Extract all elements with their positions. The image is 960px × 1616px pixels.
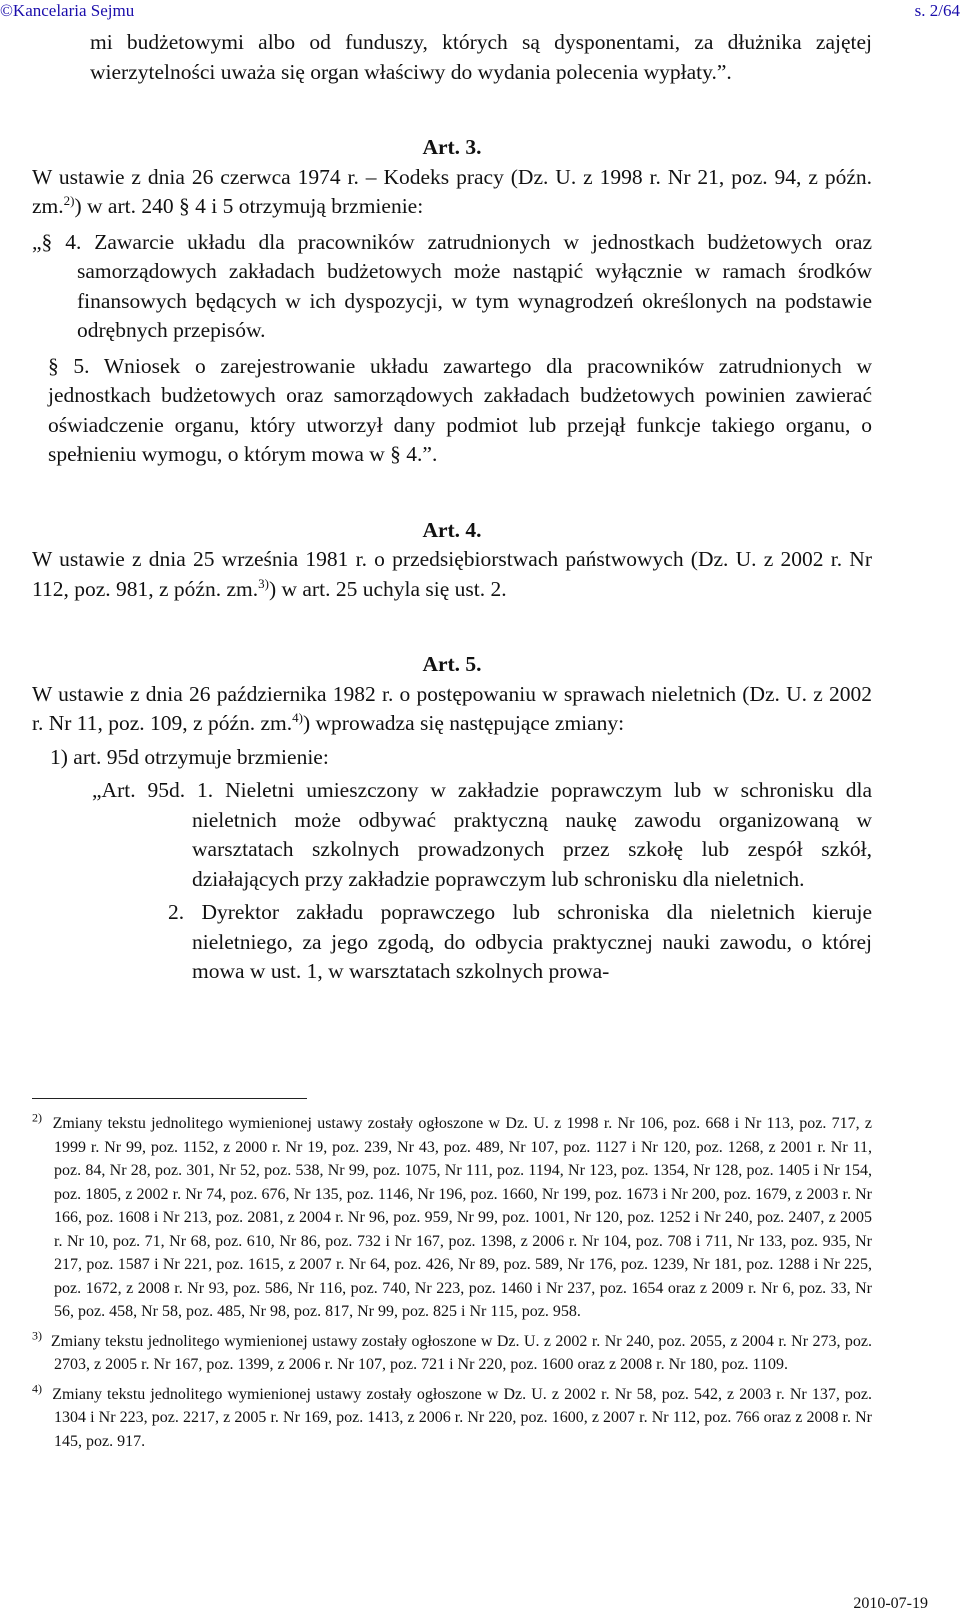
art3-heading: Art. 3. xyxy=(422,135,482,159)
footnotes xyxy=(32,1112,872,1459)
footnote-4 xyxy=(32,1383,872,1454)
art3-paragraph-5-text: § 5. Wniosek o zarejestrowanie układu zawartego dla pracowników zatrudnionych w jednostkach budżetowych oraz samorządowych zakładach budżetowych powinien zawierać oświadczenie organu, który utworzył dany podmiot lub przejął funkcje takiego organu, o spełnieniu wymogu, o którym mowa w § 4.”. xyxy=(48,353,872,466)
art5-lead-tail: ) wprowadza się następujące zmiany: xyxy=(302,711,625,735)
art5-lead xyxy=(32,680,872,739)
art95d-para-1: „Art. 95d. 1. Nieletni umieszczony w zakładzie poprawczym lub w schronisku dla nieletnich może odbywać praktyczną naukę zawodu organizowaną w warsztatach szkolnych prowadzonych przez szkołę lub zespół szkół, działających przy zakładzie poprawczym lub schronisku dla nieletnich. xyxy=(92,778,872,891)
art4-lead-tail: ) w art. 25 uchyla się ust. 2. xyxy=(268,576,507,601)
document-body xyxy=(32,28,872,987)
art5-heading: Art. 5. xyxy=(422,652,482,676)
footnote-3 xyxy=(32,1330,872,1377)
footer-date: 2010-07-19 xyxy=(853,1595,928,1612)
header-copyright-link[interactable]: ©Kancelaria Sejmu xyxy=(0,1,135,20)
footnote-2-text: Zmiany tekstu jednolitego wymienionej ustawy zostały ogłoszone w Dz. U. z 1998 r. Nr 106, poz. 668 i Nr 113, poz. 717, z 1999 r. Nr 99, poz. 1152, z 2000 r. Nr 19, poz. 239, Nr 43, poz. 489, Nr 107, poz. 1127 i Nr 120, poz. 1268, z 2001 r. Nr 11, poz. 84, Nr 28, poz. 301, Nr 52, poz. 538, Nr 99, poz. 1075, Nr 111, poz. 1194, Nr 123, poz. 1354, Nr 128, poz. 1405 i Nr 154, poz. 1805, z 2002 r. Nr 74, poz. 676, Nr 135, poz. 1146, Nr 196, poz. 1660, Nr 199, poz. 1673 i Nr 200, poz. 1679, z 2003 r. Nr 166, poz. 1608 i Nr 213, poz. 2081, z 2004 r. Nr 96, poz. 959, Nr 99, poz. 1001, Nr 120, poz. 1252 i Nr 240, poz. 2407, z 2005 r. Nr 10, poz. 71, Nr 68, poz. 610, Nr 86, poz. 732 i Nr 167, poz. 1398, z 2006 r. Nr 104, poz. 708 i 711, Nr 133, poz. 935, Nr 217, poz. 1587 i Nr 221, poz. 1615, z 2007 r. Nr 64, poz. 426, Nr 89, poz. 589, Nr 176, poz. 1239, Nr 181, poz. 1288 i Nr 225, poz. 1672, z 2008 r. Nr 93, poz. 586, Nr 116, poz. 740, Nr 223, poz. 1460 i Nr 237, poz. 1654 oraz z 2009 r. Nr 6, poz. 33, Nr 56, poz. 458, Nr 58, poz. 485, Nr 98, poz. 817, Nr 99, poz. 825 i Nr 115, poz. 958. xyxy=(52,1115,873,1320)
footnote-3-number: 3) xyxy=(32,1328,42,1343)
header-page-link[interactable]: s. 2/64 xyxy=(914,1,960,20)
footnote-4-number: 4) xyxy=(32,1381,42,1396)
footnote-2-number: 2) xyxy=(32,1110,42,1125)
art5-lead-text: W ustawie z dnia 26 października 1982 r. o postępowaniu w sprawach nieletnich (Dz. U. z 2002 r. Nr 11, poz. 109, z późn. zm. xyxy=(32,681,872,735)
art3-lead xyxy=(32,163,872,222)
footnote-3-text: Zmiany tekstu jednolitego wymienionej ustawy zostały ogłoszone w Dz. U. z 2002 r. Nr 240, poz. 2055, z 2004 r. Nr 273, poz. 2703, z 2005 r. Nr 167, poz. 1399, z 2006 r. Nr 107, poz. 721 i Nr 220, poz. 1600 oraz z 2008 r. Nr 180, poz. 1109. xyxy=(50,1332,873,1373)
art3-paragraph-5 xyxy=(32,352,872,470)
footnote-separator xyxy=(32,1098,307,1099)
art3-lead-text: W ustawie z dnia 26 czerwca 1974 r. – Kodeks pracy (Dz. U. z 1998 r. Nr 21, poz. 94, z późn. zm. xyxy=(32,164,872,218)
art4-lead xyxy=(32,545,872,604)
footnote-4-text: Zmiany tekstu jednolitego wymienionej ustawy zostały ogłoszone w Dz. U. z 2002 r. Nr 58, poz. 542, z 2003 r. Nr 137, poz. 1304 i Nr 223, poz. 2217, z 2005 r. Nr 169, poz. 1413, z 2006 r. Nr 220, poz. 1600, z 2007 r. Nr 112, poz. 766 oraz z 2008 r. Nr 145, poz. 917. xyxy=(52,1385,873,1450)
footnote-ref-2[interactable]: 2) xyxy=(63,192,75,208)
footnote-ref-4[interactable]: 4) xyxy=(292,709,303,725)
footnote-2 xyxy=(32,1112,872,1324)
intro-paragraph: mi budżetowymi albo od funduszy, których są dysponentami, za dłużnika zajętej wierzytelności uważa się organ właściwy do wydania polecenia wypłaty.”. xyxy=(90,30,872,84)
art4-lead-text: W ustawie z dnia 25 września 1981 r. o przedsiębiorstwach państwowych (Dz. U. z 2002 r. Nr 112, poz. 981, z późn. zm. xyxy=(32,547,872,601)
art3-paragraph-4: „§ 4. Zawarcie układu dla pracowników zatrudnionych w jednostkach budżetowych oraz samorządowych zakładach budżetowych może nastąpić wyłącznie w ramach środków finansowych będących w ich dyspozycji, w tym wynagrodzeń określonych na podstawie odrębnych przepisów. xyxy=(32,229,872,342)
art5-item-1: 1) art. 95d otrzymuje brzmienie: xyxy=(50,744,329,769)
art3-lead-tail: ) w art. 240 § 4 i 5 otrzymują brzmienie: xyxy=(74,194,424,218)
art4-heading: Art. 4. xyxy=(422,517,482,542)
footnote-ref-3[interactable]: 3) xyxy=(258,575,269,591)
art95d-para-2: 2. Dyrektor zakładu poprawczego lub schroniska dla nieletnich kieruje nieletniego, za jego zgodą, do odbycia praktycznej nauki zawodu, o której mowa w ust. 1, w warsztatach szkolnych prowa- xyxy=(168,900,872,983)
